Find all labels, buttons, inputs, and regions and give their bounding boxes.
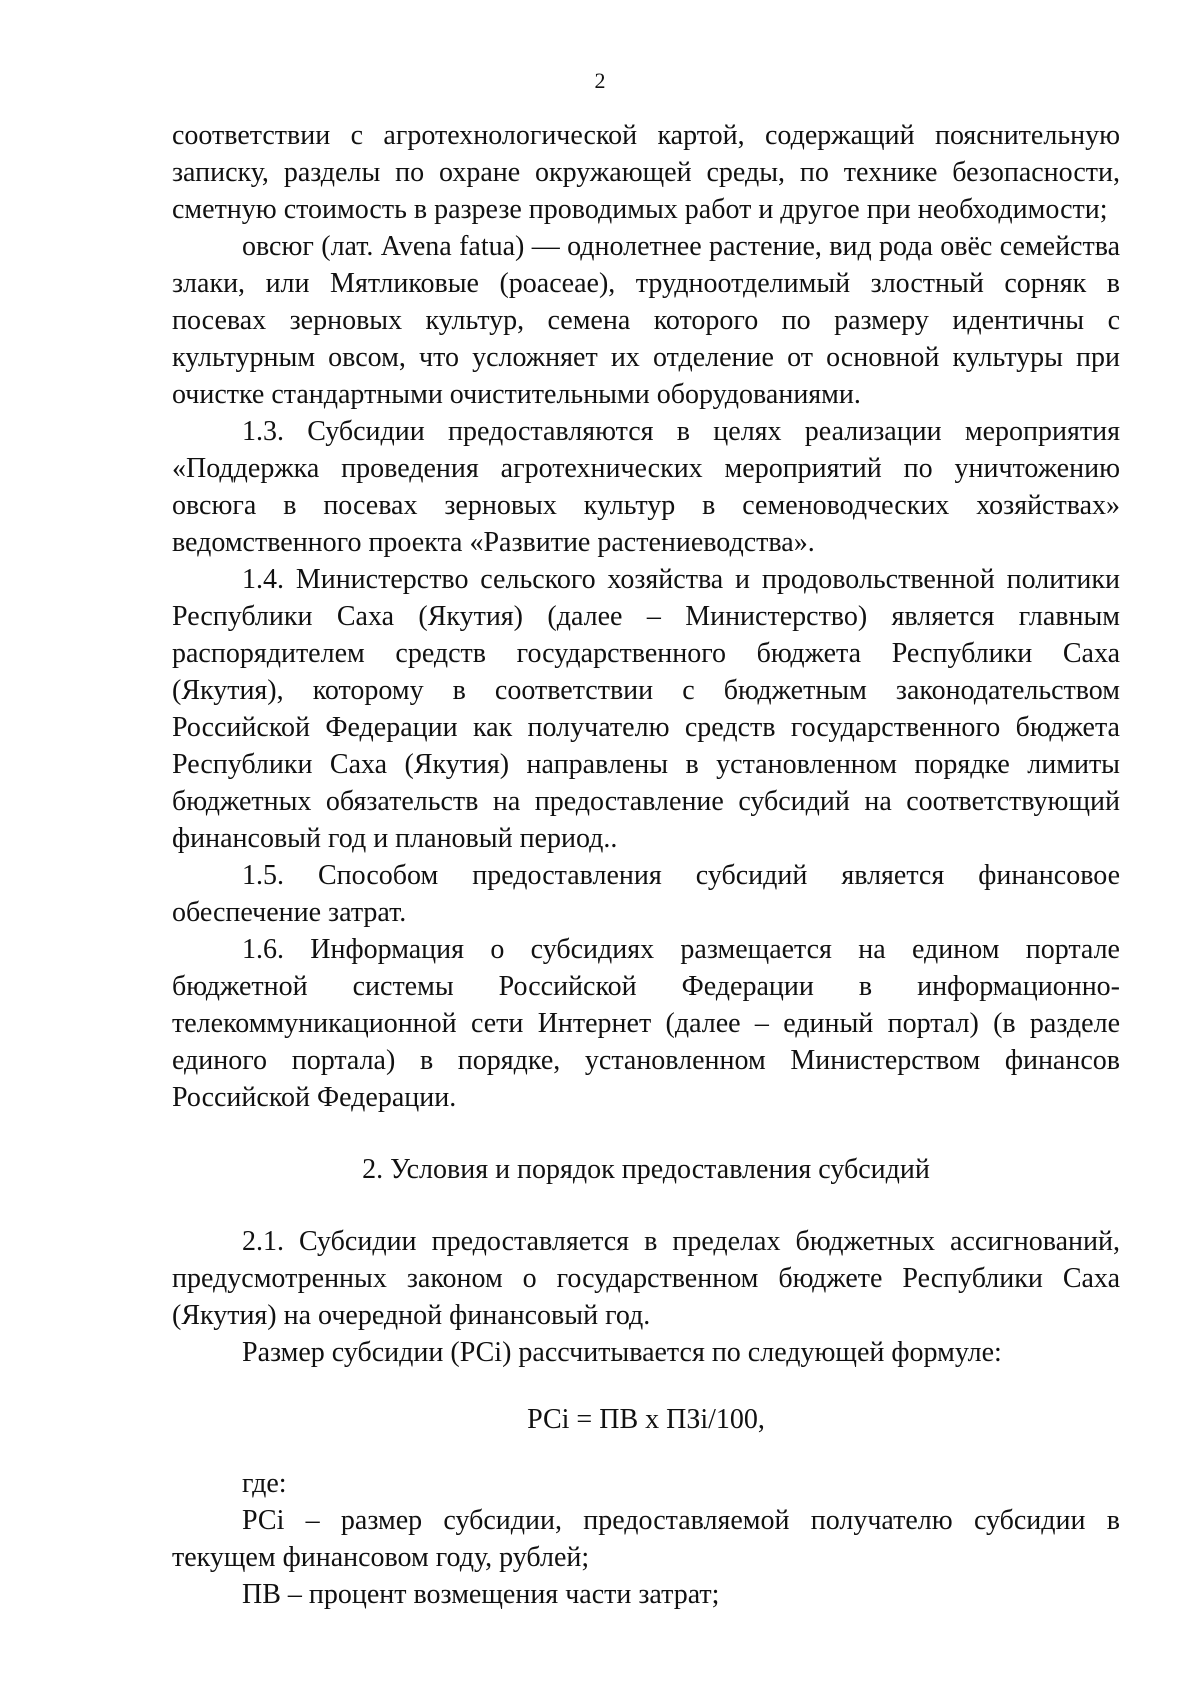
paragraph-continuation: соответствии с агротехнологической картой, содержащий пояснительную записку, разделы по охране окружающей среды, по технике безопасности, сметную стоимость в разрезе проводимых работ и другое при необходимости; (172, 120, 1120, 225)
formula: РСi = ПВ х ПЗi/100, (527, 1404, 765, 1435)
paragraph-formula-intro: Размер субсидии (РСi) рассчитывается по следующей формуле: (242, 1337, 1002, 1368)
paragraph-rsi-definition: РСi – размер субсидии, предоставляемой получателю субсидии в текущем финансовом году, рублей; (172, 1505, 1120, 1573)
paragraph-1-5: 1.5. Способом предоставления субсидий является финансовое обеспечение затрат. (172, 860, 1120, 928)
paragraph-definition-ovsyug: овсюг (лат. Avena fatua) — однолетнее растение, вид рода овёс семейства злаки, или Мятликовые (poaceae), трудноотделимый злостный сорняк в посевах зерновых культур, семена которого по размеру идентичны с культурным овсом, что усложняет их отделение от основной культуры при очистке стандартными очистительными оборудованиями. (172, 231, 1120, 410)
document-body (172, 117, 1120, 1613)
paragraph-where: где: (242, 1468, 287, 1499)
paragraph-1-3: 1.3. Субсидии предоставляются в целях реализации мероприятия «Поддержка проведения агротехнических мероприятий по уничтожению овсюга в посевах зерновых культур в семеноводческих хозяйствах» ведомственного проекта «Развитие растениеводства». (172, 416, 1120, 558)
paragraph-pv-definition: ПВ – процент возмещения части затрат; (242, 1579, 720, 1610)
page-number: 2 (594, 68, 606, 93)
section-title: 2. Условия и порядок предоставления субсидий (362, 1154, 930, 1185)
paragraph-1-4: 1.4. Министерство сельского хозяйства и продовольственной политики Республики Саха (Якутия) (далее – Министерство) является главным распорядителем средств государственного бюджета Республики Саха (Якутия), которому в соответствии с бюджетным законодательством Российской Федерации как получателю средств государственного бюджета Республики Саха (Якутия) направлены в установленном порядке лимиты бюджетных обязательств на предоставление субсидий на соответствующий финансовый год и плановый период.. (172, 564, 1120, 854)
paragraph-1-6: 1.6. Информация о субсидиях размещается на едином портале бюджетной системы Российской Федерации в информационно-телекоммуникационной сети Интернет (далее – единый портал) (в разделе единого портала) в порядке, установленном Министерством финансов Российской Федерации. (172, 934, 1120, 1113)
paragraph-2-1: 2.1. Субсидии предоставляется в пределах бюджетных ассигнований, предусмотренных законом о государственном бюджете Республики Саха (Якутия) на очередной финансовый год. (172, 1226, 1120, 1331)
